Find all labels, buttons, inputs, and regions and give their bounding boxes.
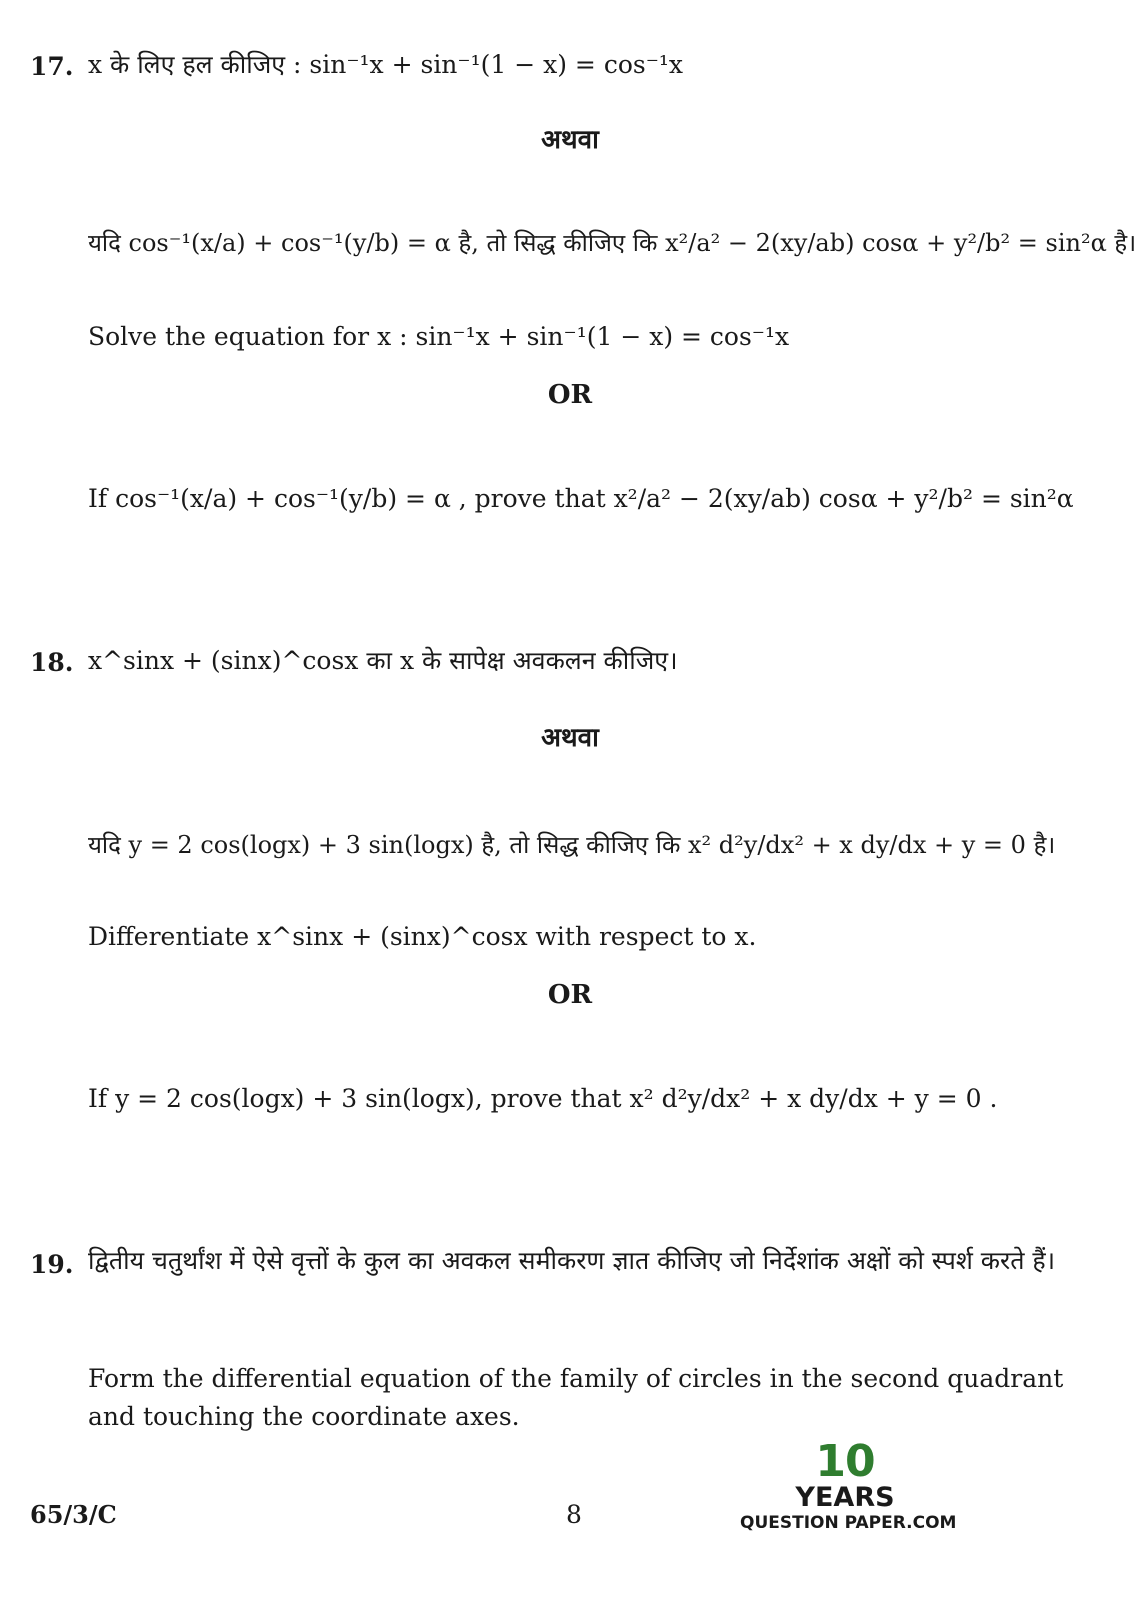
logo-years: YEARS [795,1482,895,1513]
q18-or-hindi: अथवा [541,723,599,753]
q18-english-question: Differentiate x^sinx + (sinx)^cosx with respect to x. [88,922,757,951]
q17-hindi-alternative: यदि cos⁻¹(x/a) + cos⁻¹(y/b) = α है, तो सिद्ध कीजिए कि x²/a² − 2(xy/ab) cosα + y²/b² = sin²α है। [88,229,1137,257]
q19-hindi-question: द्वितीय चतुर्थांश में ऐसे वृत्तों के कुल का अवकल समीकरण ज्ञात कीजिए जो निर्देशांक अक्षों को स्पर्श करते हैं। [88,1246,1056,1275]
q17-english-alternative: If cos⁻¹(x/a) + cos⁻¹(y/b) = α , prove that x²/a² − 2(xy/ab) cosα + y²/b² = sin²α [88,484,1074,513]
q19-english-question: Form the differential equation of the family of circles in the second quadrant and touching the coordinate axes. [88,1364,1064,1431]
q18-hindi-question: x^sinx + (sinx)^cosx का x के सापेक्ष अवकलन कीजिए। [88,646,678,675]
logo-site: QUESTION PAPER.COM [740,1513,957,1533]
paper-code: 65/3/C [30,1500,117,1529]
q18-hindi-alternative: यदि y = 2 cos(logx) + 3 sin(logx) है, तो सिद्ध कीजिए कि x² d²y/dx² + x dy/dx + y = 0 है। [88,831,1056,859]
question-number-17: 17. [30,52,74,81]
q18-or-english: OR [547,980,593,1010]
question-number-18: 18. [30,648,74,677]
q17-english-question: Solve the equation for x : sin⁻¹x + sin⁻¹(1 − x) = cos⁻¹x [88,322,790,351]
question-number-19: 19. [30,1250,74,1279]
logo-ten: 10 [815,1436,875,1487]
page-number: 8 [566,1500,582,1529]
q17-or-english: OR [547,380,593,410]
q18-english-alternative: If y = 2 cos(logx) + 3 sin(logx), prove that x² d²y/dx² + x dy/dx + y = 0 . [88,1084,998,1113]
q17-or-hindi: अथवा [541,125,599,155]
watermark-logo [740,1436,957,1534]
q17-hindi-question: x के लिए हल कीजिए : sin⁻¹x + sin⁻¹(1 − x) = cos⁻¹x [88,50,684,79]
